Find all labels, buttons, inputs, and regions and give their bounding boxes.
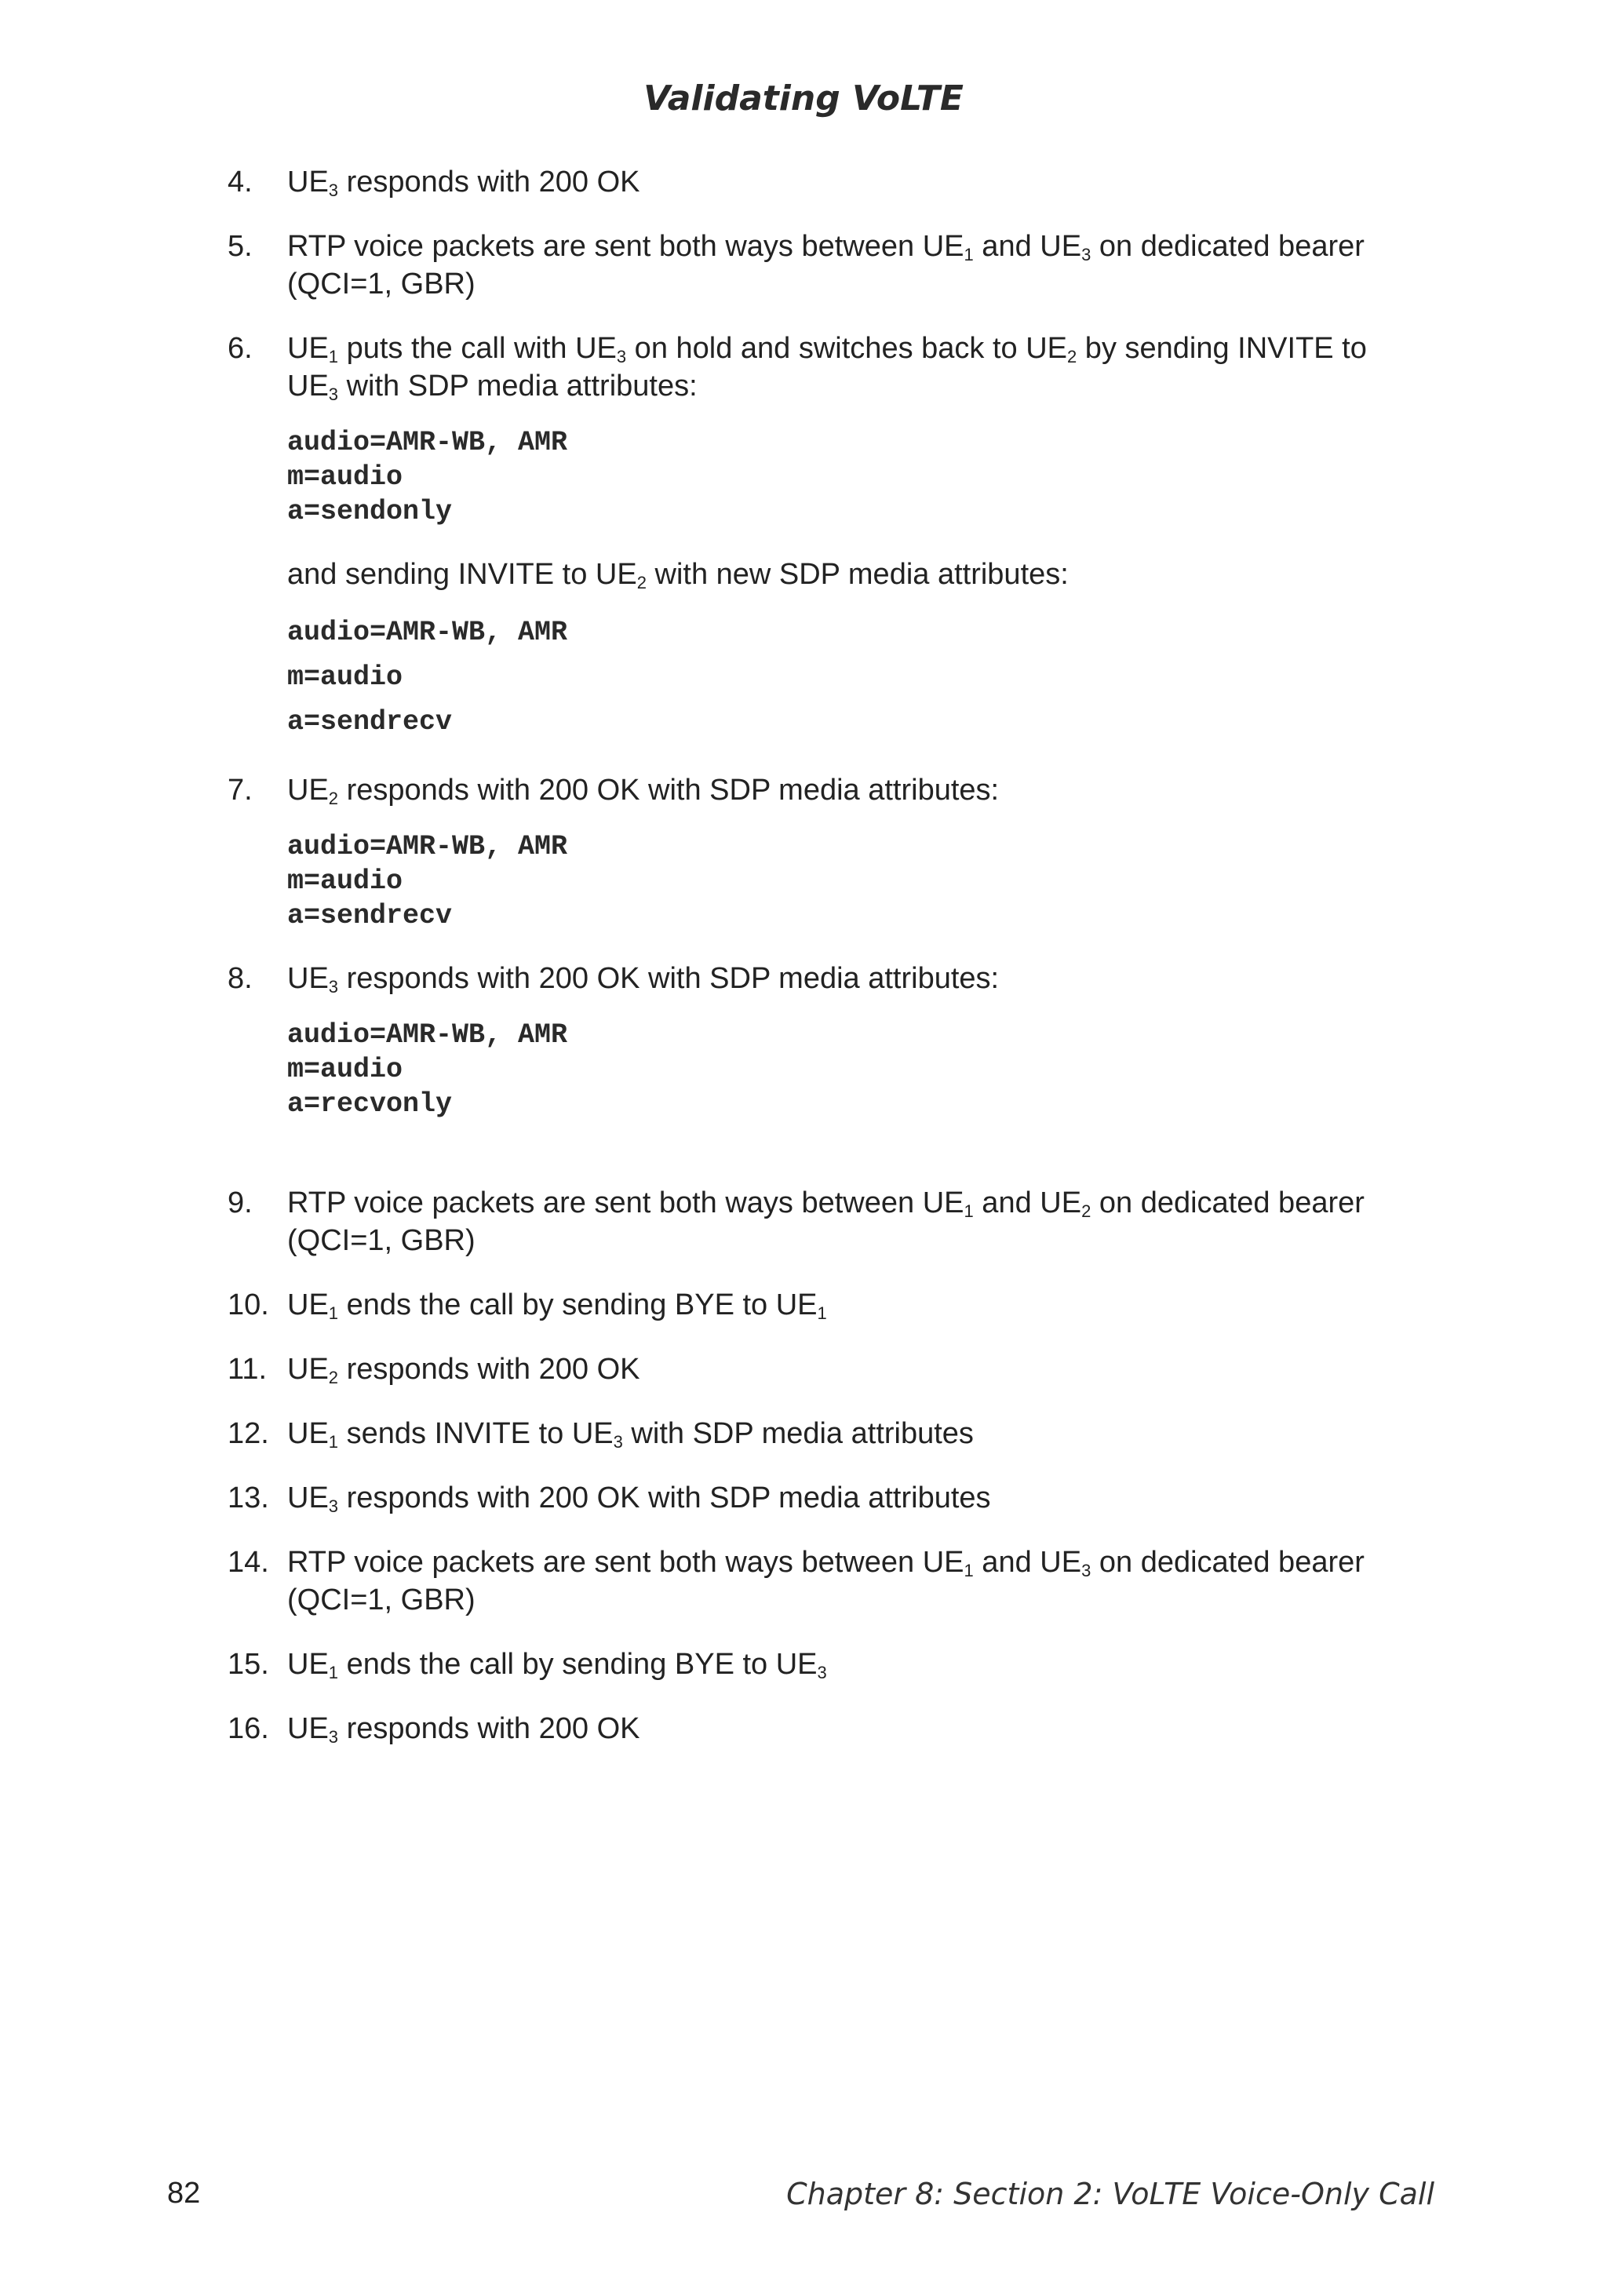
step-text: $UE_3$ responds with 200 OK with SDP media attributes: <box>287 962 1000 997</box>
subscript-index: 2 <box>328 1368 339 1387</box>
page-number: 82 <box>167 2177 201 2210</box>
step-number: 16. <box>228 1712 269 1745</box>
code-line: audio=AMR-WB, AMR <box>287 427 568 458</box>
subscript-index: 2 <box>1067 347 1077 366</box>
code-line: m=audio <box>287 866 403 897</box>
subscript-index: 2 <box>636 573 647 592</box>
step-number: 10. <box>228 1288 269 1321</box>
subscript-index: 3 <box>328 180 339 200</box>
step-number: 14. <box>228 1546 269 1579</box>
subscript-index: 1 <box>817 1303 827 1323</box>
subscript-index: 1 <box>964 1561 974 1580</box>
code-line: m=audio <box>287 661 403 693</box>
subscript-index: 3 <box>328 384 339 404</box>
code-line: a=sendonly <box>287 496 453 527</box>
list-item-step-15 <box>228 1645 1389 1683</box>
step-number: 9. <box>228 1186 253 1219</box>
step-number: 15. <box>228 1648 269 1681</box>
sdp-code-block <box>287 1018 1389 1121</box>
list-item-step-13 <box>228 1479 1389 1517</box>
step-text: $UE_2$ responds with 200 OK with SDP media attributes: <box>287 774 1000 808</box>
list-item-step-11 <box>228 1350 1389 1388</box>
step-number: 11. <box>228 1353 268 1386</box>
subscript-index: 3 <box>328 977 339 997</box>
subscript-index: 2 <box>328 789 339 808</box>
step-text: $UE_1$ ends the call by sending BYE to $UE_3$ <box>287 1648 827 1682</box>
subscript-index: 3 <box>328 1496 339 1516</box>
step-text: $UE_3$ responds with 200 OK with SDP media attributes <box>287 1481 991 1516</box>
subscript-index: 1 <box>328 1663 339 1682</box>
code-line: m=audio <box>287 461 403 493</box>
subscript-index: 1 <box>328 347 339 366</box>
subscript-index: 1 <box>964 245 974 264</box>
step-number: 13. <box>228 1481 269 1514</box>
step-text: $UE_2$ responds with 200 OK <box>287 1353 640 1387</box>
code-line: audio=AMR-WB, AMR <box>287 831 568 862</box>
code-line: a=recvonly <box>287 1088 453 1120</box>
document-body <box>228 163 1389 1774</box>
step-text: RTP voice packets are sent both ways between $UE_1$ and $UE_2$ on dedicated bearer (QCI=1, GBR) <box>287 1186 1365 1257</box>
code-line: audio=AMR-WB, AMR <box>287 617 568 648</box>
step-number: 7. <box>228 774 253 807</box>
list-item-step-10 <box>228 1286 1389 1324</box>
list-item-step-5 <box>228 228 1389 303</box>
step-number: 5. <box>228 230 253 263</box>
step-6-continuation: and sending INVITE to $UE_2$ with new SDP media attributes: <box>287 558 1069 592</box>
list-item-step-4 <box>228 163 1389 201</box>
code-line: audio=AMR-WB, AMR <box>287 1019 568 1051</box>
list-item-step-6 <box>228 330 1389 405</box>
sdp-code-block <box>287 425 1389 529</box>
step-number: 8. <box>228 962 253 995</box>
subscript-index: 3 <box>616 347 627 366</box>
step-text: RTP voice packets are sent both ways between $UE_1$ and $UE_3$ on dedicated bearer (QCI=1, GBR) <box>287 230 1365 301</box>
code-line: m=audio <box>287 1054 403 1085</box>
subscript-index: 3 <box>613 1432 623 1452</box>
list-item-step-8 <box>228 960 1389 997</box>
list-item-step-9 <box>228 1184 1389 1259</box>
list-item-step-12 <box>228 1415 1389 1452</box>
code-line: a=sendrecv <box>287 900 453 931</box>
step-text: $UE_3$ responds with 200 OK <box>287 166 640 200</box>
subscript-index: 3 <box>1081 1561 1091 1580</box>
subscript-index: 3 <box>328 1727 339 1747</box>
step-text: $UE_1$ sends INVITE to $UE_3$ with SDP media attributes <box>287 1417 974 1452</box>
subscript-index: 1 <box>328 1303 339 1323</box>
running-header: Validating VoLTE <box>643 78 964 118</box>
step-number: 12. <box>228 1417 269 1450</box>
step-text: $UE_3$ responds with 200 OK <box>287 1712 640 1747</box>
list-item-step-7 <box>228 771 1389 809</box>
subscript-index: 1 <box>964 1201 974 1221</box>
step-text: $UE_1$ ends the call by sending BYE to $UE_1$ <box>287 1288 827 1323</box>
subscript-index: 3 <box>817 1663 827 1682</box>
step-text: $UE_1$ puts the call with $UE_3$ on hold and switches back to $UE_2$ by sending INVITE to $UE_3$ with SDP media attributes: <box>287 332 1367 404</box>
subscript-index: 1 <box>328 1432 339 1452</box>
list-item-step-16 <box>228 1710 1389 1748</box>
subscript-index: 3 <box>1081 245 1091 264</box>
list-item-step-14 <box>228 1543 1389 1619</box>
running-footer-chapter: Chapter 8: Section 2: VoLTE Voice-Only Call <box>786 2177 1434 2211</box>
subscript-index: 2 <box>1081 1201 1091 1221</box>
sdp-code-block <box>287 610 1389 745</box>
sdp-code-block <box>287 829 1389 933</box>
step-text: RTP voice packets are sent both ways between $UE_1$ and $UE_3$ on dedicated bearer (QCI=1, GBR) <box>287 1546 1365 1616</box>
code-line: a=sendrecv <box>287 706 453 738</box>
step-number: 4. <box>228 166 253 199</box>
step-number: 6. <box>228 332 253 365</box>
